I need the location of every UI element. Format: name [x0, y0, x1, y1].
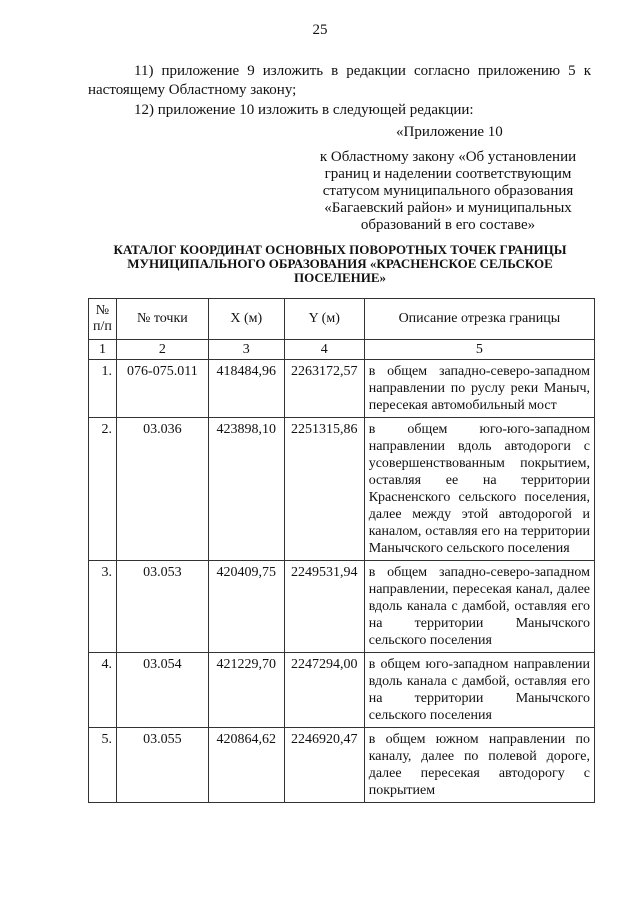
row-number: 2.: [89, 418, 117, 561]
amendment-paragraph-12: [88, 101, 591, 120]
x-coordinate: 418484,96: [208, 360, 284, 418]
column-number-row: [89, 340, 595, 360]
table-row: [89, 561, 595, 653]
annex-description: к Областному закону «Об установлении границ и наделении соответствующим статусом муниципального образования «Багаевский район» и муниципальных образований в его составе»: [319, 149, 577, 233]
amendment-text: 12) приложение 10 изложить в следующей редакции:: [134, 102, 474, 118]
point-number: 03.036: [116, 418, 208, 561]
y-coordinate: 2263172,57: [284, 360, 364, 418]
y-coordinate: 2249531,94: [284, 561, 364, 653]
amendment-text: 11) приложение 9 изложить в редакции согласно приложению 5 к настоящему Областному закону;: [88, 63, 591, 98]
segment-description: в общем юго-западном направлении вдоль канала с дамбой, оставляя его на территории Манычского сельского поселения: [364, 653, 594, 728]
point-number: 076-075.011: [116, 360, 208, 418]
table-row: [89, 728, 595, 803]
annex-title: «Приложение 10: [396, 124, 503, 140]
row-number: 3.: [89, 561, 117, 653]
segment-description: в общем западно-северо-западном направлении, пересекая канал, далее вдоль канала с дамбой, оставляя его на территории Манычского сельского поселения: [364, 561, 594, 653]
column-number: 1: [89, 340, 117, 360]
header-row-number: № п/п: [89, 299, 117, 340]
column-number: 4: [284, 340, 364, 360]
table-row: [89, 360, 595, 418]
x-coordinate: 420409,75: [208, 561, 284, 653]
header-y: Y (м): [284, 299, 364, 340]
segment-description: в общем южном направлении по каналу, далее по полевой дороге, далее пересекая автодорогу с покрытием: [364, 728, 594, 803]
segment-description: в общем западно-северо-западном направлении по руслу реки Маныч, пересекая автомобильный мост: [364, 360, 594, 418]
row-number: 4.: [89, 653, 117, 728]
page-number: 25: [312, 22, 328, 38]
x-coordinate: 423898,10: [208, 418, 284, 561]
header-point-number: № точки: [116, 299, 208, 340]
y-coordinate: 2247294,00: [284, 653, 364, 728]
column-number: 3: [208, 340, 284, 360]
x-coordinate: 421229,70: [208, 653, 284, 728]
coordinates-table: [88, 298, 595, 803]
point-number: 03.054: [116, 653, 208, 728]
y-coordinate: 2246920,47: [284, 728, 364, 803]
header-x: X (м): [208, 299, 284, 340]
table-row: [89, 418, 595, 561]
x-coordinate: 420864,62: [208, 728, 284, 803]
header-description: Описание отрезка границы: [364, 299, 594, 340]
table-header-row: [89, 299, 595, 340]
table-row: [89, 653, 595, 728]
row-number: 5.: [89, 728, 117, 803]
column-number: 2: [116, 340, 208, 360]
catalog-title: КАТАЛОГ КООРДИНАТ ОСНОВНЫХ ПОВОРОТНЫХ ТОЧЕК ГРАНИЦЫ МУНИЦИПАЛЬНОГО ОБРАЗОВАНИЯ «КРАСНЕНСКОЕ СЕЛЬСКОЕ ПОСЕЛЕНИЕ»: [113, 242, 567, 285]
point-number: 03.053: [116, 561, 208, 653]
y-coordinate: 2251315,86: [284, 418, 364, 561]
amendment-paragraph-11: [88, 62, 591, 100]
column-number: 5: [364, 340, 594, 360]
point-number: 03.055: [116, 728, 208, 803]
row-number: 1.: [89, 360, 117, 418]
segment-description: в общем юго-юго-западном направлении вдоль автодороги с усовершенствованным покрытием, оставляя ее на территории Красненского сельского поселения, далее между этой автодорогой и каналом, оставляя его на территории Манычского сельского поселения: [364, 418, 594, 561]
